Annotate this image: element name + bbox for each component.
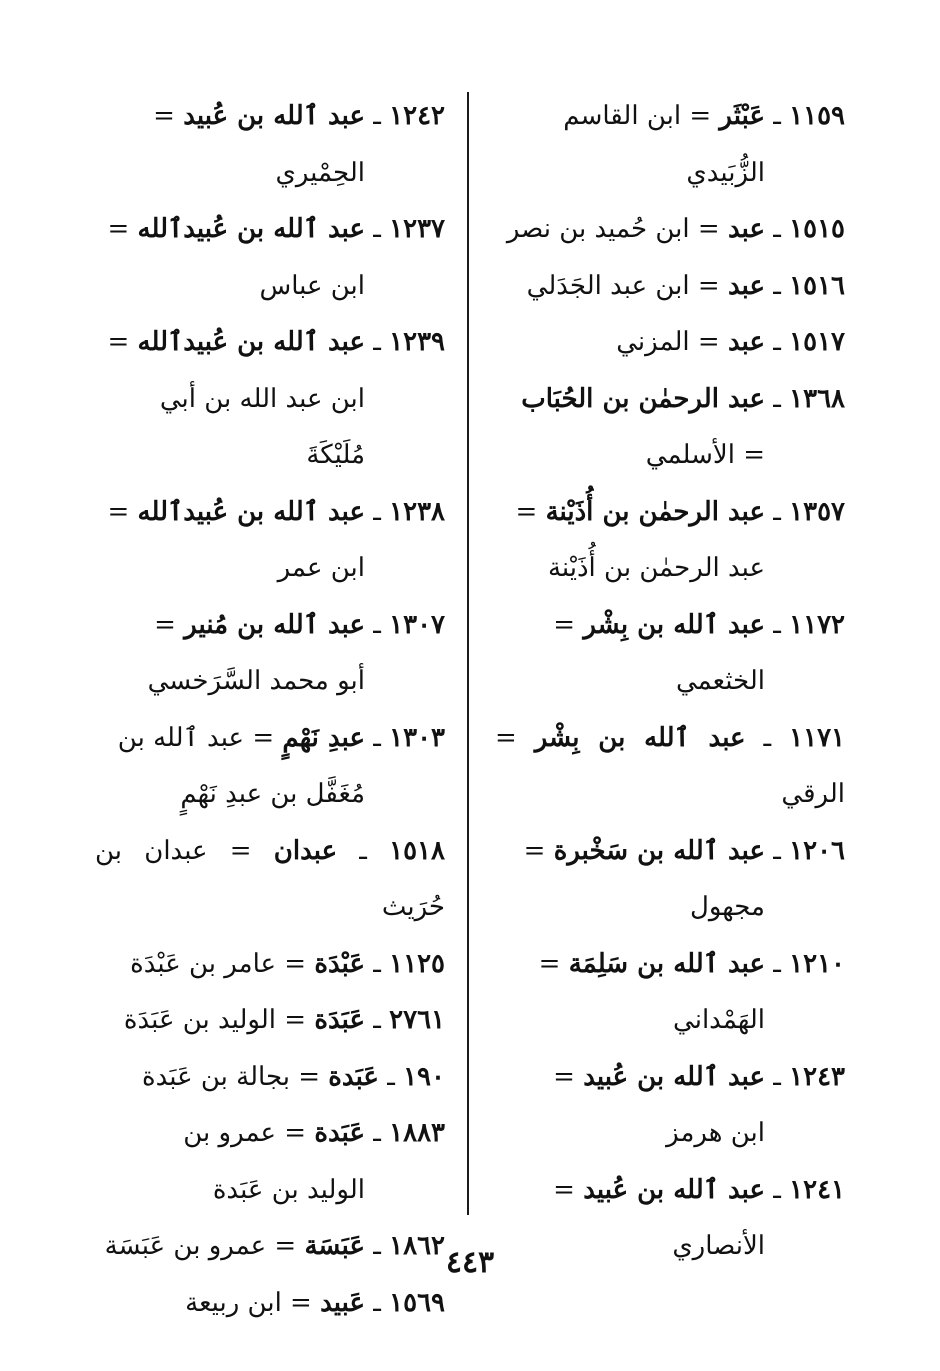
index-entry: ١٢٤١ ـ عبد ٱلله بن عُبيد = الأنصاري: [495, 1162, 845, 1275]
entry-reference: بجالة بن عَبَدة: [141, 1061, 290, 1092]
entry-number: ٢٧٦١: [389, 1005, 445, 1035]
entry-reference: ابن عبد الجَدَلي: [526, 270, 690, 301]
entry-number: ١٣٦٨: [789, 383, 845, 414]
index-entry: ١٣٠٣ ـ عبدِ نَهْمٍ = عبد ٱلله بن مُغَفَّل بن عبدِ نَهْمٍ: [95, 710, 445, 823]
entry-number: ١٥١٧: [789, 327, 845, 357]
entry-reference: عمرو بن عَبَسَة: [104, 1231, 267, 1261]
entry-number: ١٥١٦: [789, 270, 845, 301]
entry-number: ١٥٦٩: [389, 1287, 445, 1318]
entry-headword: عبد ٱلله بن سَخْبرة: [553, 835, 765, 866]
left-column: [95, 88, 445, 1331]
entry-headword: عَبْثَر: [719, 101, 765, 131]
entry-headword: عَبيد: [320, 1287, 365, 1318]
entry-reference: ابن حُميد بن نصر: [506, 214, 690, 244]
entry-number: ١٢٤٢: [389, 101, 445, 131]
entry-headword: عبد ٱلله بن بِشْر: [583, 609, 765, 640]
entry-headword: عبد: [727, 214, 765, 244]
entry-continuation: الهَمْداني: [673, 1005, 765, 1035]
column-divider: [467, 92, 469, 1215]
index-entry: ١٢٤٣ ـ عبد ٱلله بن عُبيد = ابن هرمز: [495, 1049, 845, 1162]
index-entry: ١١٧٢ ـ عبد ٱلله بن بِشْر = الخثعمي: [495, 597, 845, 710]
entry-headword: عبد ٱلله بن عُبيدٱلله: [137, 214, 365, 244]
index-entry: ١٨٦٢ ـ عَبَسَة = عمرو بن عَبَسَة: [104, 1231, 445, 1261]
entry-reference: ابن القاسم: [563, 101, 682, 131]
entry-number: ١٢٣٩: [389, 327, 445, 357]
entry-number: ١٢٤٣: [789, 1061, 845, 1092]
entry-number: ١٢٤١: [789, 1174, 845, 1205]
entry-headword: عبدان: [273, 835, 338, 866]
index-entry: ١١٥٩ ـ عَبْثَر = ابن القاسم الزُّبَيدي: [495, 88, 845, 201]
entry-headword: عبد الرحمٰن بن أُذَيْنة: [545, 496, 765, 527]
index-entry: ١٩٠ ـ عَبَدة = بجالة بن عَبَدة: [141, 1061, 445, 1092]
entry-number: ١٣٠٧: [389, 609, 445, 640]
entry-number: ١٢١٠: [789, 948, 845, 979]
index-entry: ١٢٣٨ ـ عبد ٱلله بن عُبيدٱلله = ابن عمر: [95, 484, 445, 597]
right-column: [495, 88, 845, 1275]
entry-continuation: عبد الرحمٰن بن أُذَيْنة: [547, 553, 765, 583]
entry-headword: عَبْدَة: [314, 948, 365, 979]
index-entry: ١٣٥٧ ـ عبد الرحمٰن بن أُذَيْنة = عبد الرحمٰن بن أُذَيْنة: [495, 484, 845, 597]
entry-continuation: الوليد بن عَبَدة: [212, 1174, 365, 1205]
entry-headword: عَبَسَة: [304, 1231, 365, 1261]
index-entry: ١٥١٦ ـ عبد = ابن عبد الجَدَلي: [526, 270, 845, 301]
index-entry: ١٥١٨ ـ عبدان = عبدان بن حُرَيث: [95, 835, 445, 922]
index-entry: ١٢٣٧ ـ عبد ٱلله بن عُبيدٱلله = ابن عباس: [95, 201, 445, 314]
entry-number: ١٣٥٧: [789, 496, 845, 527]
entry-number: ١٢٣٧: [389, 214, 445, 244]
entry-continuation: ابن عمر: [277, 553, 365, 583]
entry-continuation: الخثعمي: [675, 666, 765, 696]
entry-continuation: الحِمْيري: [275, 157, 365, 188]
entry-continuation: ابن هرمز: [666, 1118, 765, 1148]
entry-number: ١٨٨٣: [389, 1118, 445, 1148]
entry-headword: عبد ٱلله بن عُبيد: [583, 1061, 765, 1092]
entry-headword: عبد ٱلله بن عُبيد: [583, 1174, 765, 1205]
index-entry: ١٣٦٨ ـ عبد الرحمٰن بن الحُبَاب = الأسلمي: [495, 371, 845, 484]
entry-headword: عبد ٱلله بن بِشْر: [534, 722, 746, 753]
entry-reference: عامر بن عَبْدَة: [130, 948, 277, 979]
index-entry: ١٢١٠ ـ عبد ٱلله بن سَلِمَة = الهَمْداني: [495, 936, 845, 1049]
entry-headword: عَبَدة: [328, 1061, 379, 1092]
index-entry: ١٢٣٩ ـ عبد ٱلله بن عُبيدٱلله = ابن عبد الله بن أبي مُلَيْكَةَ: [95, 314, 445, 484]
entry-continuation: الأنصاري: [672, 1231, 765, 1261]
index-entry: ١٣٠٧ ـ عبد ٱلله بن مُنير = أبو محمد السَّرَخسي: [95, 597, 445, 710]
entry-number: ١٥١٨: [389, 835, 445, 866]
entry-headword: عبد ٱلله بن عُبيدٱلله: [137, 327, 365, 357]
entry-number: ١٢٣٨: [389, 496, 445, 527]
entry-continuation: ابن عباس: [259, 270, 365, 301]
entry-number: ١١٥٩: [789, 101, 845, 131]
index-entry: ١٥١٧ ـ عبد = المزني: [616, 327, 845, 357]
entry-headword: عَبَدة: [314, 1118, 365, 1148]
entry-continuation: الزُّبَيدي: [686, 157, 765, 188]
entry-number: ١٨٦٢: [389, 1231, 445, 1261]
page-number: ٤٤٣: [445, 1245, 495, 1280]
entry-headword: عبد ٱلله بن سَلِمَة: [568, 948, 765, 979]
entry-reference: المزني: [616, 327, 690, 357]
entry-continuation: = الأسلمي: [645, 440, 765, 470]
index-entry: ١٨٨٣ ـ عَبَدة = عمرو بن الوليد بن عَبَدة: [95, 1105, 445, 1218]
entry-number: ١١٧١: [789, 722, 845, 753]
entry-number: ١٥١٥: [789, 214, 845, 244]
index-entry: ١٥١٥ ـ عبد = ابن حُميد بن نصر: [506, 214, 845, 244]
index-entry: ١١٧١ ـ عبد ٱلله بن بِشْر = الرقي: [495, 722, 845, 809]
entry-headword: عبد ٱلله بن مُنير: [184, 609, 365, 640]
entry-reference: الرقي: [781, 779, 845, 809]
entry-continuation: ابن عبد الله بن أبي مُلَيْكَةَ: [159, 383, 365, 470]
entry-number: ١٢٠٦: [789, 835, 845, 866]
index-entry: ١٢٠٦ ـ عبد ٱلله بن سَخْبرة = مجهول: [495, 823, 845, 936]
entry-reference: عبدان بن حُرَيث: [95, 835, 445, 922]
entry-headword: عبد ٱلله بن عُبيد: [183, 101, 365, 131]
entry-number: ١٣٠٣: [389, 722, 445, 753]
entry-number: ١١٧٢: [789, 609, 845, 640]
entry-continuation: أبو محمد السَّرَخسي: [147, 666, 365, 696]
entry-continuation: مجهول: [689, 892, 765, 922]
entry-headword: عبد: [727, 327, 765, 357]
entry-headword: عبد: [727, 270, 765, 301]
entry-number: ١١٢٥: [389, 948, 445, 979]
entry-headword: عَبَدَة: [314, 1005, 365, 1035]
entry-number: ١٩٠: [403, 1061, 445, 1092]
index-entry: ٢٧٦١ ـ عَبَدَة = الوليد بن عَبَدَة: [123, 1005, 445, 1035]
index-entry: ١١٢٥ ـ عَبْدَة = عامر بن عَبْدَة: [130, 948, 445, 979]
entry-reference: ابن ربيعة: [185, 1287, 282, 1318]
index-entry: ١٥٦٩ ـ عَبيد = ابن ربيعة: [185, 1287, 445, 1318]
entry-reference: الوليد بن عَبَدَة: [123, 1005, 277, 1035]
entry-continuation: مُغَفَّل بن عبدِ نَهْمٍ: [180, 779, 365, 809]
index-entry: ١٢٤٢ ـ عبد ٱلله بن عُبيد = الحِمْيري: [95, 88, 445, 201]
entry-headword: عبدِ نَهْمٍ: [282, 722, 365, 753]
entry-headword: عبد ٱلله بن عُبيدٱلله: [137, 496, 365, 527]
entry-reference: عمرو بن: [183, 1118, 277, 1148]
entry-headword: عبد الرحمٰن بن الحُبَاب: [521, 383, 765, 414]
entry-reference: عبد ٱلله بن: [117, 722, 245, 753]
